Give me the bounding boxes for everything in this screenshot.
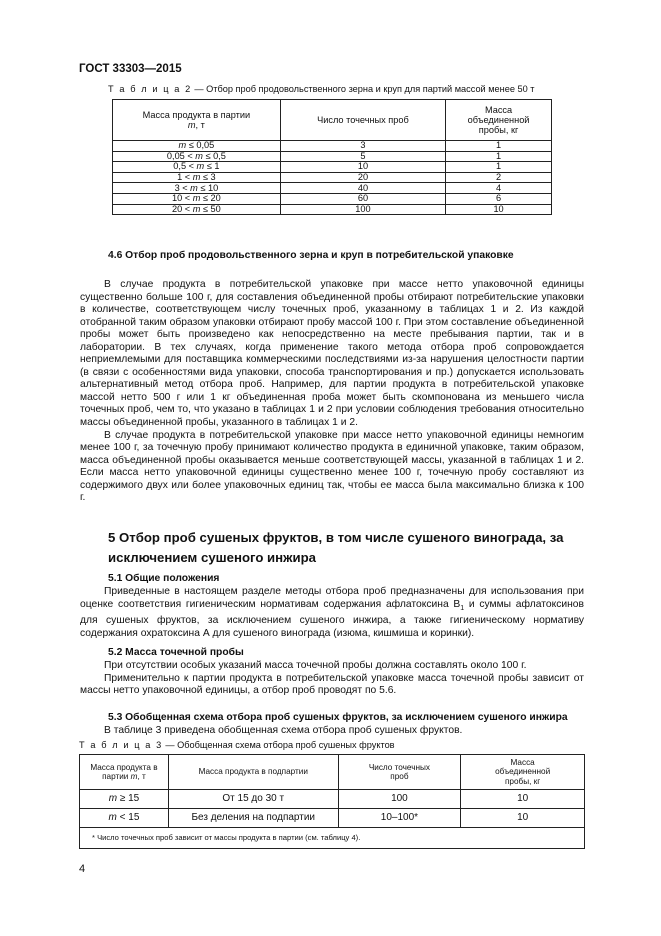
table-cell: 10 < m ≤ 20	[113, 193, 281, 204]
table-cell: m ≤ 0,05	[113, 141, 281, 152]
table-cell: 10	[446, 204, 552, 215]
table-cell: 100	[338, 790, 461, 809]
paragraph: В таблице 3 приведена обобщенная схема отбора проб сушеных фруктов.	[104, 725, 463, 736]
table-cell: 10	[461, 809, 585, 828]
table-cell: 4	[446, 183, 552, 194]
table-cell: 40	[280, 183, 445, 194]
table-cell: 10	[461, 790, 585, 809]
table-cell: 1	[446, 141, 552, 152]
paragraph: В случае продукта в потребительской упаковке при массе нетто упаковочной единицы существенно больше 100 г, для составления объединенной пробы отбирают потребительские упаковки в количестве, соответствующем числу точечных проб, указанному в таблицах 1 и 2. Из каждой отобранной таким образом упаковки отбирают пробу массой 100 г. При этом составление объединенной пробы может быть произведено как непосредственно на месте пребывания партии, так и в лаборатории. В тех случаях, когда применение такого метода отбора проб сопровождается неприемлемыми для поставщика коммерческими последствиями из-за нарушения целостности партии (в связи с особенностями вида упаковки, способа транспортирования и пр.) допускается использовать альтернативный метод отбора проб. Например, для партии продукта в потребительской упаковке массой нетто 500 г или 1 кг объединенная проба может быть скомпонована из меньшего числа точечных проб, чем то, что указано в таблицах 1 и 2 при условии соблюдения требования относительно массы объединенной пробы, указанного в таблицах 1 и 2.	[80, 279, 584, 429]
table-row	[80, 790, 585, 809]
table-header-cell: Масса продукта в партии m, т	[80, 755, 169, 790]
table-footnote-row	[80, 828, 585, 849]
table-row	[113, 162, 552, 173]
table-cell: От 15 до 30 т	[168, 790, 338, 809]
table2-caption-prefix: Т а б л и ц а 2	[108, 84, 192, 94]
section-4-6-title: 4.6 Отбор проб продовольственного зерна и круп в потребительской упаковке	[108, 250, 514, 261]
table-header-cell: Число точечных проб	[338, 755, 461, 790]
table-header-cell: Масса продукта в подпартии	[168, 755, 338, 790]
table-row	[113, 151, 552, 162]
table3-caption	[79, 740, 395, 750]
page-number: 4	[79, 863, 86, 875]
section-5-1-body	[80, 586, 584, 640]
table-cell: 1 < m ≤ 3	[113, 172, 281, 183]
table3-caption-text: — Обобщенная схема отбора проб сушеных фруктов	[162, 740, 395, 750]
table-header-cell: Масса объединенной пробы, кг	[446, 100, 552, 141]
section-5-title: 5 Отбор проб сушеных фруктов, в том числе сушеного винограда, за исключением сушеного инжира	[108, 530, 564, 565]
table-cell: 0,5 < m ≤ 1	[113, 162, 281, 173]
table-row	[113, 141, 552, 152]
table-cell: 100	[280, 204, 445, 215]
paragraph: В случае продукта в потребительской упаковке при массе нетто упаковочной единицы немногим менее 100 г, за точечную пробу принимают количество продукта в единичной упаковке, таким образом, масса объединенной пробы оказывается меньше соответствующей массы, указанной в таблицах 1 и 2. Если масса нетто упаковочной единицы существенно менее 100 г, точечную пробу составляют из содержимого двух или более упаковочных единиц так, чтобы ее масса была максимально близка к 100 г.	[80, 429, 584, 504]
table-cell: 6	[446, 193, 552, 204]
table-header-row	[80, 755, 585, 790]
table-cell: 1	[446, 151, 552, 162]
table-row	[113, 172, 552, 183]
section-4-6-body	[80, 279, 584, 505]
table-cell: 2	[446, 172, 552, 183]
section-5-3-title: 5.3 Обобщенная схема отбора проб сушеных фруктов, за исключением сушеного инжира	[108, 712, 568, 723]
section-5-2-body	[80, 660, 584, 698]
table-cell: Без деления на подпартии	[168, 809, 338, 828]
table-cell: m ≥ 15	[80, 790, 169, 809]
table-row	[113, 193, 552, 204]
table-cell: 20	[280, 172, 445, 183]
table2	[112, 99, 552, 215]
section-5-3-body	[80, 725, 584, 738]
table-cell: 1	[446, 162, 552, 173]
table-cell: 3	[280, 141, 445, 152]
table3	[79, 754, 585, 849]
table-row	[113, 204, 552, 215]
paragraph: Приведенные в настоящем разделе методы отбора проб предназначены для использования при оценке соответствия гигиеническим нормативам содержания афлатоксина $B_1$ и суммы афлатоксинов для сушеных фруктов, за исключением сушеного инжира, а также гигиеническому нормативу содержания охратоксина А для сушеного винограда (изюма, кишмиша и коринки).	[80, 586, 584, 639]
table2-caption	[108, 84, 535, 94]
table-cell: 0,05 < m ≤ 0,5	[113, 151, 281, 162]
table3-caption-prefix: Т а б л и ц а 3	[79, 740, 163, 750]
table-footnote: * Число точечных проб зависит от массы продукта в партии (см. таблицу 4).	[80, 828, 585, 849]
paragraph: При отсутствии особых указаний масса точечной пробы должна составлять около 100 г.	[104, 660, 527, 671]
paragraph: Применительно к партии продукта в потребительской упаковке масса точечной пробы зависит от массы нетто упаковочной единицы, а отбор проб проводят по 5.6.	[80, 672, 584, 697]
section-5-1-title: 5.1 Общие положения	[108, 573, 220, 584]
table-cell: 60	[280, 193, 445, 204]
table2-caption-text: — Отбор проб продовольственного зерна и круп для партий массой менее 50 т	[191, 84, 535, 94]
table-cell: 5	[280, 151, 445, 162]
table-header-cell: Число точечных проб	[280, 100, 445, 141]
document-code: ГОСТ 33303—2015	[79, 63, 182, 75]
table-header-cell: Масса продукта в партии m, т	[113, 100, 281, 141]
table-row	[113, 183, 552, 194]
section-5-2-title: 5.2 Масса точечной пробы	[108, 647, 244, 658]
table-cell: m < 15	[80, 809, 169, 828]
table-header-row	[113, 100, 552, 141]
table-cell: 20 < m ≤ 50	[113, 204, 281, 215]
table-cell: 10	[280, 162, 445, 173]
table-row	[80, 809, 585, 828]
table-header-cell: Масса объединенной пробы, кг	[461, 755, 585, 790]
table-cell: 10–100*	[338, 809, 461, 828]
table-cell: 3 < m ≤ 10	[113, 183, 281, 194]
